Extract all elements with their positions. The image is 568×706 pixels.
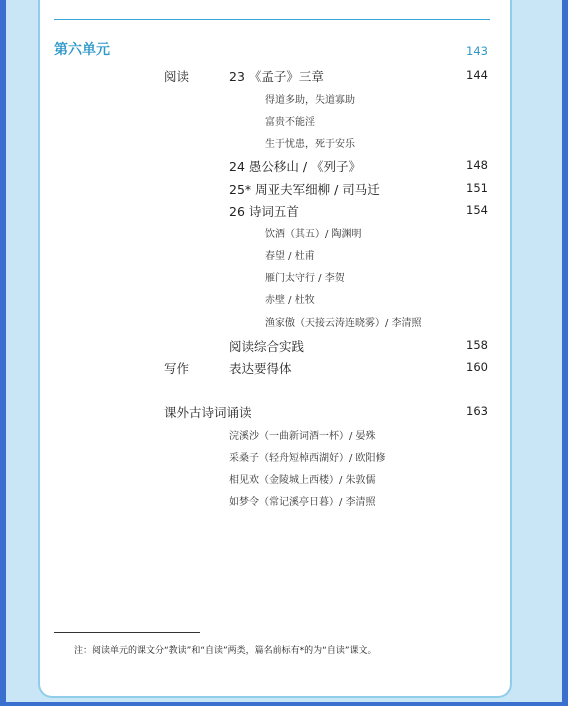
lesson-25-title[interactable]: 25* 周亚夫军细柳 / 司马迁 xyxy=(229,182,380,197)
extra-poem-1[interactable]: 浣溪沙（一曲新词酒一杯）/ 晏殊 xyxy=(229,431,376,442)
lesson-24-title[interactable]: 24 愚公移山 / 《列子》 xyxy=(229,159,362,174)
unit-title: 第六单元 xyxy=(54,42,110,58)
reading-practice-page: 158 xyxy=(466,338,488,352)
writing-page: 160 xyxy=(466,360,488,374)
frame-right-border xyxy=(562,0,568,706)
section-writing-label: 写作 xyxy=(164,361,190,376)
extra-poems-title[interactable]: 课外古诗词诵读 xyxy=(164,405,252,420)
lesson-23-title[interactable]: 23 《孟子》三章 xyxy=(229,69,324,84)
section-reading-label: 阅读 xyxy=(164,69,190,84)
frame-left-border xyxy=(0,0,6,706)
header-rule xyxy=(54,19,490,20)
extra-poem-2[interactable]: 采桑子（轻舟短棹西湖好）/ 欧阳修 xyxy=(229,453,386,464)
extra-poem-3[interactable]: 相见欢（金陵城上西楼）/ 朱敦儒 xyxy=(229,475,376,486)
lesson-23-sub-3[interactable]: 生于忧患，死于安乐 xyxy=(265,139,355,150)
lesson-26-sub-1[interactable]: 饮酒（其五）/ 陶渊明 xyxy=(265,229,362,240)
frame-bottom-border xyxy=(0,702,568,706)
lesson-26-page: 154 xyxy=(466,203,488,217)
lesson-24-page: 148 xyxy=(466,158,488,172)
lesson-23-sub-1[interactable]: 得道多助，失道寡助 xyxy=(265,95,355,106)
writing-title[interactable]: 表达要得体 xyxy=(229,361,292,376)
lesson-26-sub-3[interactable]: 雁门太守行 / 李贺 xyxy=(265,273,345,284)
footnote-rule xyxy=(54,632,200,633)
lesson-26-title[interactable]: 26 诗词五首 xyxy=(229,204,299,219)
footnote-text: 注：阅读单元的课文分“教读”和“自读”两类，篇名前标有*的为“自读”课文。 xyxy=(74,646,377,656)
reading-practice-title[interactable]: 阅读综合实践 xyxy=(229,339,305,354)
lesson-23-sub-2[interactable]: 富贵不能淫 xyxy=(265,117,315,128)
lesson-23-page: 144 xyxy=(466,68,488,82)
lesson-26-sub-5[interactable]: 渔家傲（天接云涛连晓雾）/ 李清照 xyxy=(265,318,422,329)
extra-poem-4[interactable]: 如梦令（常记溪亭日暮）/ 李清照 xyxy=(229,497,376,508)
lesson-25-page: 151 xyxy=(466,181,488,195)
extra-poems-page: 163 xyxy=(466,404,488,418)
unit-page-number: 143 xyxy=(466,44,488,58)
lesson-26-sub-2[interactable]: 春望 / 杜甫 xyxy=(265,251,315,262)
lesson-26-sub-4[interactable]: 赤壁 / 杜牧 xyxy=(265,295,315,306)
